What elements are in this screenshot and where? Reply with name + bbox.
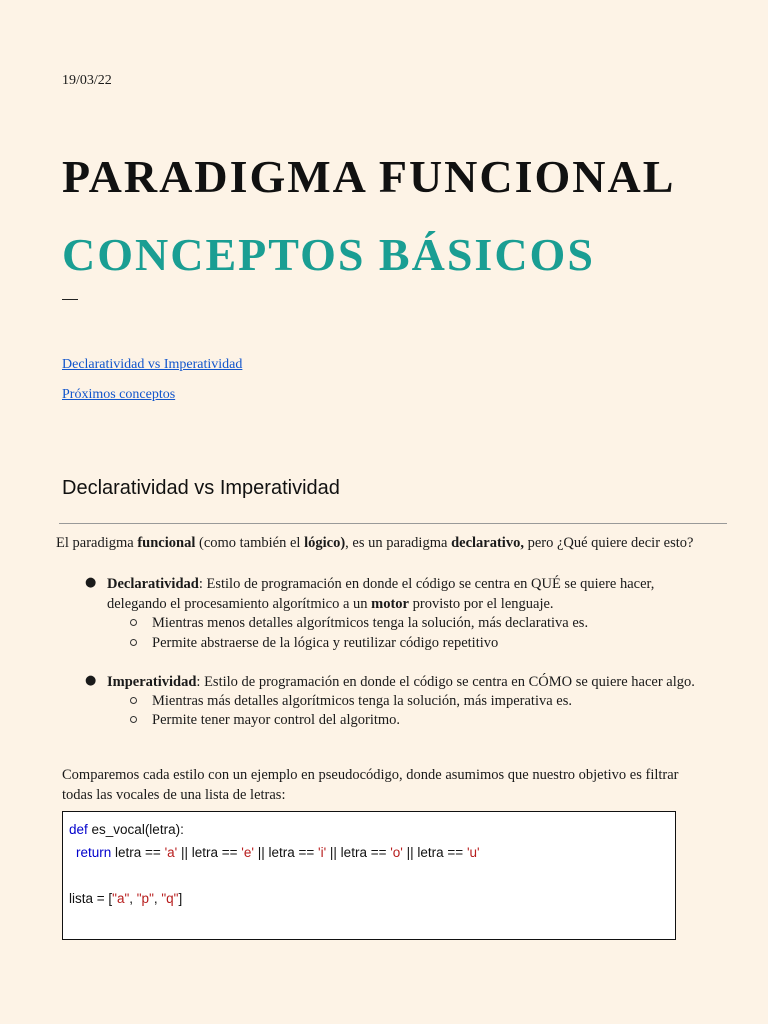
- sub-bullet-item: Permite abstraerse de la lógica y reutilizar código repetitivo: [152, 635, 499, 651]
- section-divider: [59, 523, 727, 524]
- code-line-lista: [69, 887, 182, 910]
- code-string: "a": [112, 891, 130, 906]
- sub-bullet-marker: [130, 697, 137, 704]
- bullet-text: provisto por el lenguaje.: [408, 596, 554, 612]
- document-subtitle: CONCEPTOS BÁSICOS: [62, 229, 595, 280]
- sub-bullet-marker: [130, 716, 137, 723]
- code-block: [62, 811, 676, 940]
- sub-bullet-item: Mientras menos detalles algorítmicos tenga la solución, más declarativa es.: [152, 615, 589, 631]
- bullet-term: Imperatividad: [107, 674, 197, 690]
- sub-bullet-marker: [130, 639, 137, 646]
- intro-text: pero ¿Qué quiere decir esto?: [523, 535, 694, 551]
- code-keyword: return: [76, 845, 112, 860]
- code-text: || letra ==: [402, 845, 467, 860]
- code-line-return: [76, 841, 480, 864]
- intro-bold-funcional: funcional: [137, 535, 196, 551]
- toc-link-proximos-conceptos[interactable]: Próximos conceptos: [62, 387, 176, 402]
- code-text: || letra ==: [177, 845, 242, 860]
- title-underline: [62, 299, 78, 300]
- code-string: 'e': [241, 845, 254, 860]
- code-line-def: [69, 818, 184, 841]
- bullet-imperatividad: [107, 672, 695, 692]
- code-text: letra ==: [111, 845, 165, 860]
- code-text: lista = [: [69, 891, 113, 906]
- sub-bullet-item: Mientras más detalles algorítmicos tenga la solución, más imperativa es.: [152, 693, 572, 709]
- code-string: 'o': [390, 845, 403, 860]
- code-text: es_vocal(letra):: [87, 822, 184, 837]
- code-string: "q": [161, 891, 179, 906]
- bullet-marker: ●: [85, 673, 97, 688]
- section-heading: Declaratividad vs Imperatividad: [62, 477, 340, 499]
- code-text: ]: [178, 891, 183, 906]
- code-text: ,: [129, 891, 137, 906]
- intro-text: (como también el: [195, 535, 305, 551]
- bullet-text: delegando el procesamiento algorítmico a un: [107, 596, 372, 612]
- code-text: || letra ==: [326, 845, 391, 860]
- bullet-marker: ●: [85, 575, 97, 590]
- code-keyword: def: [69, 822, 88, 837]
- bullet-bold-motor: motor: [371, 596, 409, 612]
- toc-link-declaratividad[interactable]: Declaratividad vs Imperatividad: [62, 357, 243, 372]
- compare-text: todas las vocales de una lista de letras:: [62, 787, 286, 803]
- sub-bullet-item: Permite tener mayor control del algoritmo.: [152, 712, 401, 728]
- code-text: || letra ==: [253, 845, 319, 860]
- intro-bold-logico: lógico): [304, 535, 346, 551]
- code-string: 'u': [466, 845, 480, 860]
- compare-paragraph: [62, 765, 679, 805]
- compare-text: Comparemos cada estilo con un ejemplo en pseudocódigo, donde asumimos que nuestro objetivo es filtrar: [62, 767, 679, 783]
- intro-text: , es un paradigma: [345, 535, 452, 551]
- intro-text: El paradigma: [56, 535, 138, 551]
- code-string: 'a': [164, 845, 178, 860]
- document-title: PARADIGMA FUNCIONAL: [62, 151, 676, 202]
- bullet-term: Declaratividad: [107, 576, 199, 592]
- intro-paragraph: [56, 533, 693, 553]
- intro-bold-declarativo: declarativo,: [451, 535, 524, 551]
- document-date: 19/03/22: [62, 73, 112, 88]
- bullet-text: : Estilo de programación en donde el código se centra en CÓMO se quiere hacer algo.: [196, 674, 695, 690]
- code-string: 'i': [318, 845, 327, 860]
- bullet-declaratividad: [107, 574, 654, 614]
- bullet-text: : Estilo de programación en donde el código se centra en QUÉ se quiere hacer,: [198, 576, 655, 592]
- code-text: ,: [153, 891, 162, 906]
- code-string: "p": [136, 891, 154, 906]
- sub-bullet-marker: [130, 619, 137, 626]
